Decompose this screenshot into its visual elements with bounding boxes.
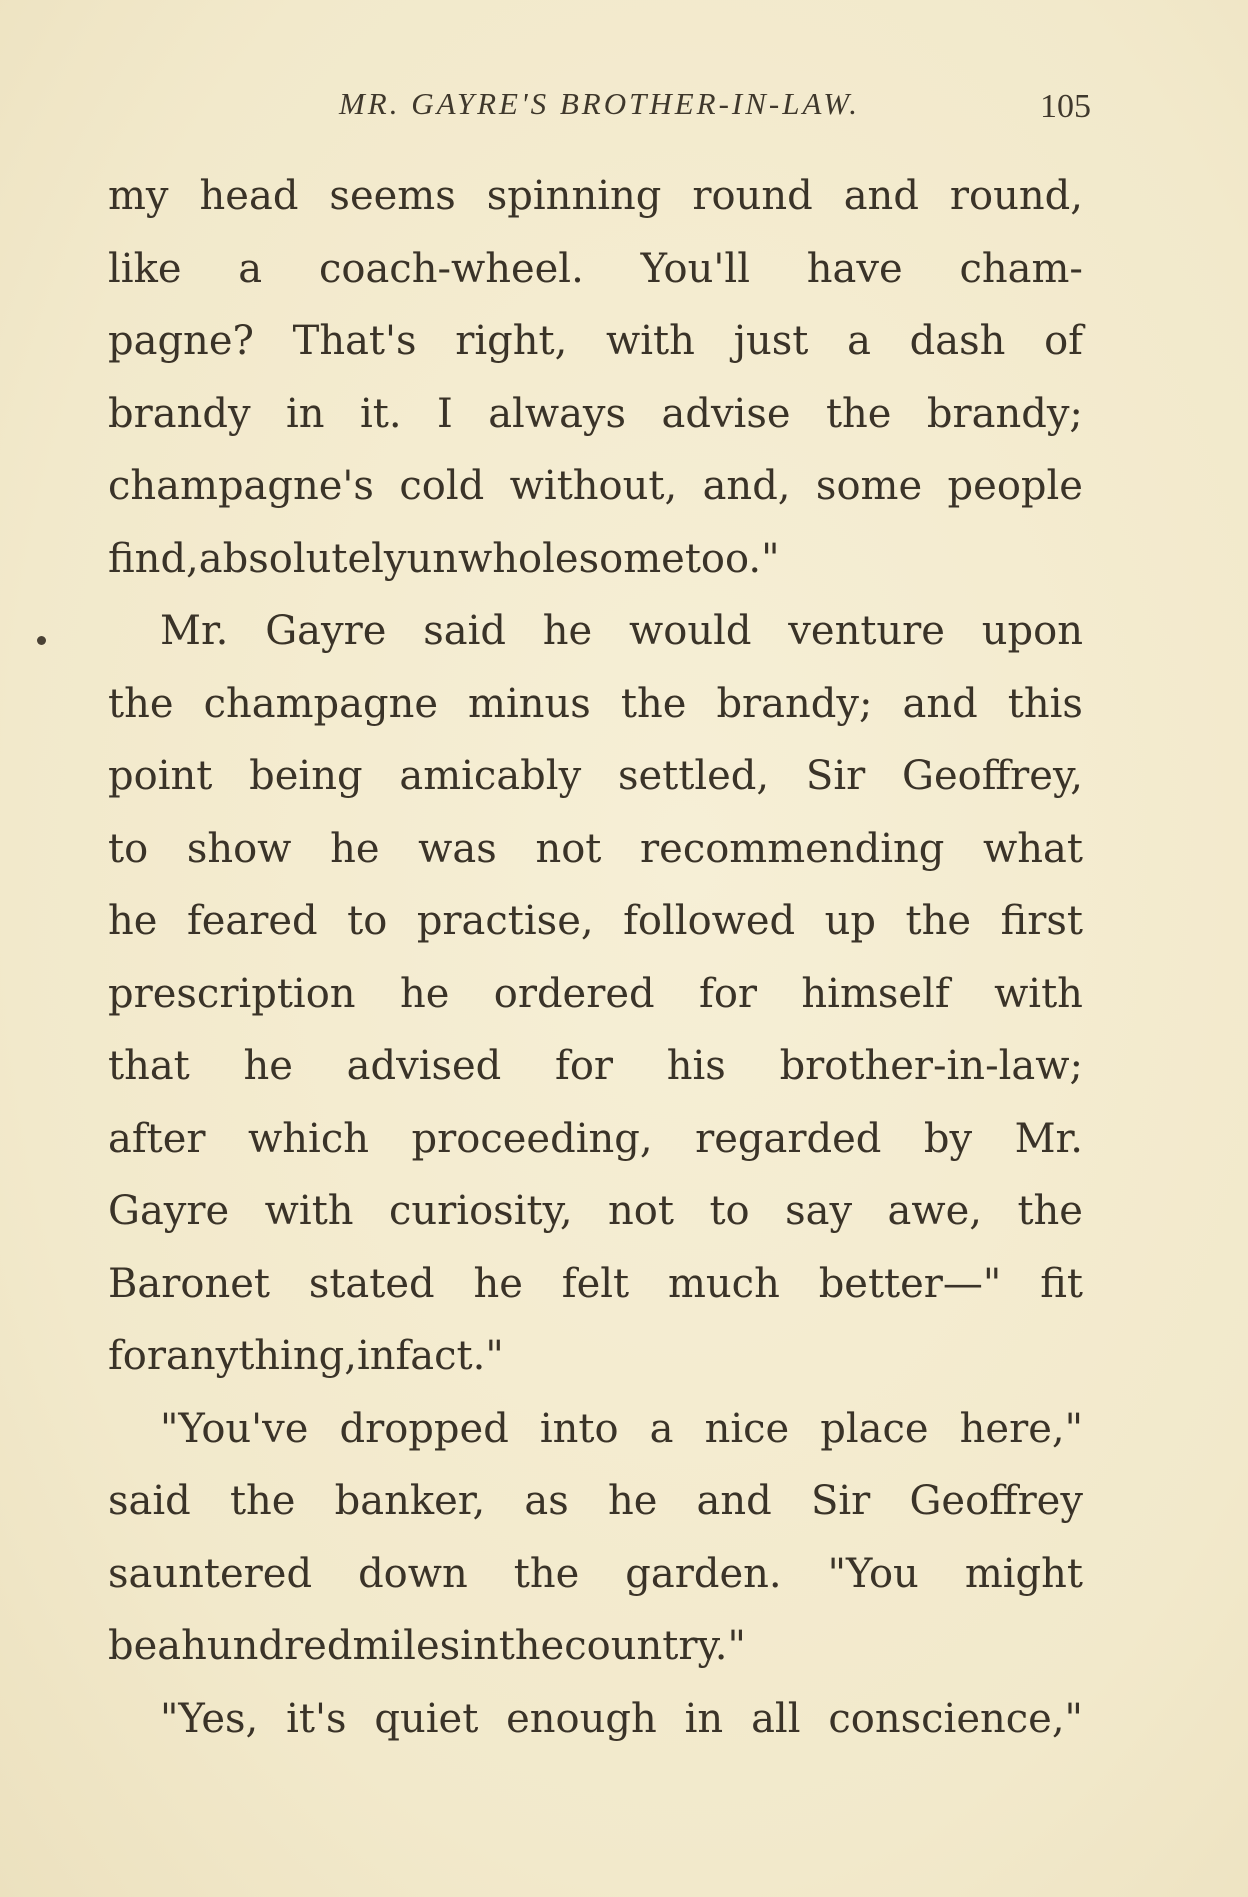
word: right, [455,318,568,364]
word: place [820,1405,929,1452]
word: to [709,1188,750,1234]
word: into [539,1405,619,1452]
word: quiet [374,1695,479,1742]
word: he [399,970,450,1017]
word: have [806,245,903,292]
text-line [108,1617,1083,1690]
word: after [108,1115,206,1162]
word: prescription [108,970,356,1017]
word: in [356,1333,396,1379]
word: settled, [617,753,770,799]
word: awe, [887,1188,982,1234]
word: dash [909,318,1006,364]
text-line [108,1545,1083,1618]
word: all [751,1695,801,1742]
word: brandy; [926,390,1083,437]
word: cold [399,463,485,509]
word: a [847,318,871,364]
text-line [108,747,1083,820]
word: people [947,463,1083,509]
text-line [108,1327,1083,1400]
word: followed [623,898,796,944]
word: he [330,825,380,872]
word: "You've [160,1405,309,1452]
word: champagne [203,680,438,727]
word: with [606,318,695,364]
text-line [108,385,1083,458]
word: regarded [695,1115,882,1162]
word: practise, [416,898,594,944]
margin-mark [37,636,46,645]
word: "You [827,1550,919,1597]
word: for [108,1333,167,1379]
word: venture [788,608,945,654]
text-line [108,1400,1083,1473]
word: here," [959,1405,1083,1452]
word: with [264,1188,354,1234]
word: You'll [640,245,750,292]
text-line [108,892,1083,965]
word: That's [292,318,417,364]
word: stated [308,1260,435,1307]
word: to [108,825,149,872]
word: Mr. [1014,1115,1083,1162]
word: the [513,1550,580,1597]
word: dropped [339,1405,509,1452]
word: would [629,608,752,654]
word: I [436,390,453,437]
word: he [473,1260,523,1307]
text-line [108,240,1083,313]
word: upon [981,608,1083,654]
word: and [843,173,919,219]
word: without, [509,463,678,509]
word: champagne's [108,463,374,509]
word: feared [186,898,318,944]
word: too." [684,535,780,582]
word: Sir [810,1478,871,1524]
word: of [1044,318,1083,364]
word: the [905,898,972,944]
word: amicably [399,753,582,799]
word: the [498,1623,565,1669]
word: his [666,1043,726,1089]
word: pagne? [108,318,254,364]
word: that [108,1043,190,1089]
word: curiosity, [389,1188,573,1234]
text-line [108,602,1083,675]
word: a [157,1623,182,1669]
word: coach-wheel. [318,245,584,292]
word: Gayre [108,1188,230,1234]
word: banker, [334,1478,486,1524]
word: what [983,825,1083,872]
word: the [1017,1188,1083,1234]
word: he [108,898,158,944]
word: Sir [805,753,866,799]
word: advised [346,1043,502,1089]
word: and [696,1478,772,1524]
word: he [607,1478,658,1524]
word: "Yes, [160,1695,259,1742]
text-line [108,1690,1083,1763]
word: always [488,390,627,437]
word: with [994,970,1083,1017]
word: fact." [395,1333,504,1379]
text-line [108,675,1083,748]
word: be [108,1623,158,1669]
word: said [108,1478,191,1524]
word: he [542,608,593,654]
word: not [608,1188,674,1234]
text-line [108,530,1083,603]
word: better—" [818,1260,1002,1307]
word: sauntered [108,1550,313,1597]
word: in [285,390,325,437]
text-line [108,1110,1083,1183]
word: hundred [181,1623,353,1669]
page-number: 105 [1040,88,1091,125]
word: round, [949,173,1083,219]
word: just [733,318,809,364]
word: spinning [486,173,662,219]
word: seems [329,173,456,219]
word: for [555,1043,614,1089]
word: enough [506,1695,657,1742]
word: himself [801,970,950,1017]
word: for [699,970,758,1017]
word: round [692,173,813,219]
word: was [418,825,497,872]
word: as [524,1478,569,1524]
text-line [108,312,1083,385]
text-line [108,965,1083,1038]
word: he [243,1043,293,1089]
word: proceeding, [411,1115,653,1162]
word: like [108,245,182,292]
word: Mr. [160,608,229,654]
word: the [620,680,687,727]
text-line [108,457,1083,530]
word: fit [1040,1260,1083,1307]
word: Baronet [108,1260,270,1307]
text-line [108,167,1083,240]
word: first [1000,898,1083,944]
word: find, [108,535,199,582]
word: minus [468,680,591,727]
word: in [460,1623,499,1669]
word: unwholesome [406,535,685,582]
word: not [535,825,602,872]
word: a [649,1405,674,1452]
word: anything, [166,1333,357,1379]
word: Gayre [265,608,387,654]
word: absolutely [198,535,407,582]
text-line [108,820,1083,893]
text-line [108,1255,1083,1328]
word: say [785,1188,853,1234]
word: country." [564,1623,746,1669]
word: garden. [625,1550,782,1597]
word: my [108,173,169,219]
word: and, [702,463,791,509]
word: conscience," [828,1695,1083,1742]
word: brandy [108,390,251,437]
word: being [249,753,363,799]
word: this [1007,680,1083,727]
word: nice [704,1405,790,1452]
word: the [229,1478,296,1524]
word: head [199,173,299,219]
word: Geoffrey, [902,753,1083,799]
word: miles [352,1623,461,1669]
word: Geoffrey [909,1478,1083,1524]
text-line [108,1037,1083,1110]
word: might [964,1550,1083,1597]
word: in [684,1695,724,1742]
word: it. [359,390,402,437]
word: some [815,463,923,509]
word: up [824,898,877,944]
word: a [238,245,263,292]
word: down [358,1550,468,1597]
word: said [423,608,506,654]
word: the [108,680,174,727]
text-line [108,1182,1083,1255]
word: show [186,825,292,872]
word: felt [561,1260,630,1307]
word: and [902,680,978,727]
word: the [825,390,892,437]
word: ordered [493,970,655,1017]
word: it's [286,1695,347,1742]
word: to [347,898,388,944]
word: recommending [640,825,945,872]
word: brother-in-law; [779,1043,1083,1089]
text-line [108,1472,1083,1545]
word: brandy; [716,680,873,727]
word: much [667,1260,780,1307]
body-text [108,167,1083,1762]
running-head: MR. GAYRE'S BROTHER-IN-LAW. [338,86,861,121]
word: advise [661,390,791,437]
word: by [923,1115,973,1162]
word: cham- [959,245,1083,292]
word: which [248,1115,370,1162]
word: point [108,753,213,799]
